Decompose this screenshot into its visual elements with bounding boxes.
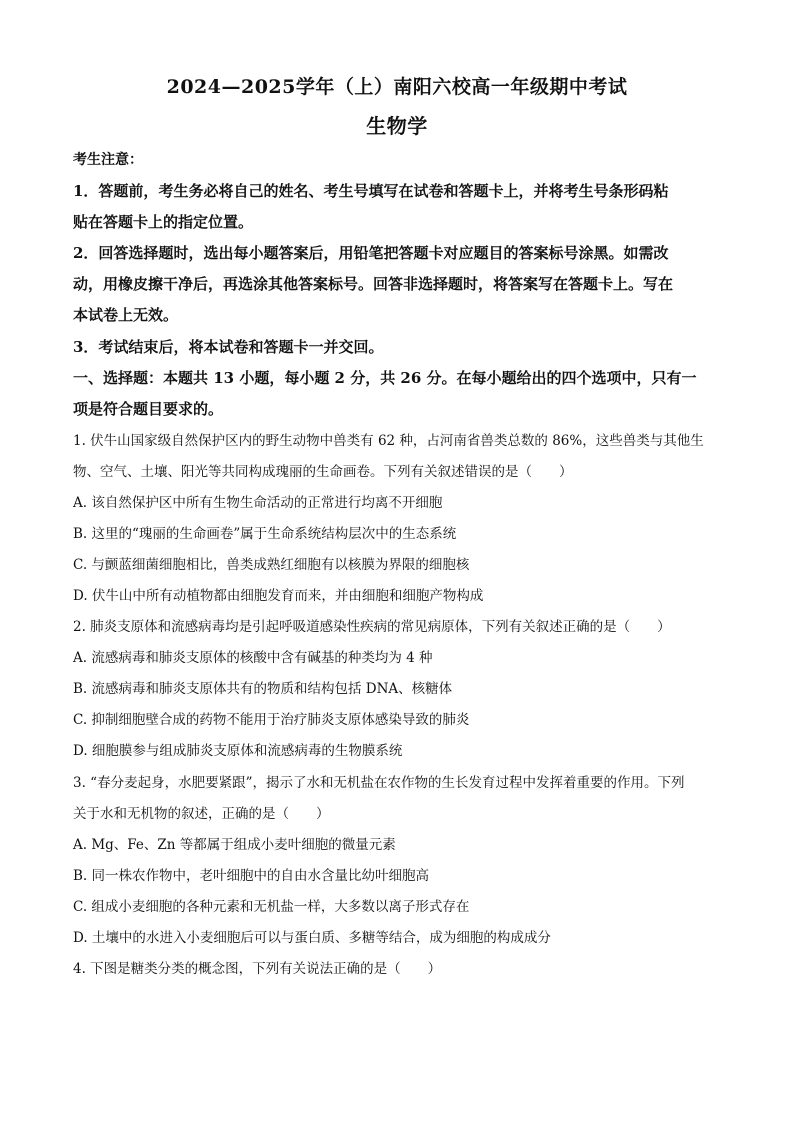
notice-line: 动，用橡皮擦干净后，再选涂其他答案标号。回答非选择题时，将答案写在答题卡上。写在 [73,275,674,293]
question-stem: 1. 伏牛山国家级自然保护区内的野生动物中兽类有 62 种，占河南省兽类总数的 86%，这些兽类与其他生 [73,433,704,449]
question-option: C. 抑制细胞壁合成的药物不能用于治疗肺炎支原体感染导致的肺炎 [73,712,470,728]
question-option: B. 同一株农作物中，老叶细胞中的自由水含量比幼叶细胞高 [73,868,430,884]
question-stem: 3. “春分麦起身，水肥要紧跟”，揭示了水和无机盐在农作物的生长发育过程中发挥着重要的作用。下列 [73,775,685,791]
question-option: C. 与颤蓝细菌细胞相比，兽类成熟红细胞有以核膜为界限的细胞核 [73,557,470,573]
question-option: D. 细胞膜参与组成肺炎支原体和流感病毒的生物膜系统 [73,743,403,759]
exam-title: 2024—2025学年（上）南阳六校高一年级期中考试 [166,76,628,98]
question-option: C. 组成小麦细胞的各种元素和无机盐一样，大多数以离子形式存在 [73,899,470,915]
notice-line: 2．回答选择题时，选出每小题答案后，用铅笔把答题卡对应题目的答案标号涂黑。如需改 [73,244,669,262]
notice-line: 3．考试结束后，将本试卷和答题卡一并交回。 [73,338,384,356]
question-option: A. Mg、Fe、Zn 等都属于组成小麦叶细胞的微量元素 [73,837,396,853]
notice-line: 贴在答题卡上的指定位置。 [73,213,254,231]
question-option: D. 土壤中的水进入小麦细胞后可以与蛋白质、多糖等结合，成为细胞的构成成分 [73,930,551,946]
notice-line: 1．答题前，考生务必将自己的姓名、考生号填写在试卷和答题卡上，并将考生号条形码粘 [73,182,669,200]
section-heading: 项是符合题目要求的。 [73,400,224,418]
question-stem: 2. 肺炎支原体和流感病毒均是引起呼吸道感染性疾病的常见病原体，下列有关叙述正确的是（ ） [73,619,671,635]
question-stem: 4. 下图是糖类分类的概念图，下列有关说法正确的是（ ） [73,961,442,977]
notice-heading: 考生注意： [73,152,143,168]
question-option: B. 这里的“瑰丽的生命画卷”属于生命系统结构层次中的生态系统 [73,526,457,542]
question-option: A. 流感病毒和肺炎支原体的核酸中含有碱基的种类均为 4 种 [73,650,433,666]
question-stem: 物、空气、土壤、阳光等共同构成瑰丽的生命画卷。下列有关叙述错误的是（ ） [73,464,573,480]
question-option: D. 伏牛山中所有动植物都由细胞发育而来，并由细胞和细胞产物构成 [73,588,484,604]
question-stem: 关于水和无机物的叙述，正确的是（ ） [73,806,330,822]
section-heading: 一、选择题：本题共 13 小题，每小题 2 分，共 26 分。在每小题给出的四个选项中，只有一 [73,369,697,387]
question-option: A. 该自然保护区中所有生物生命活动的正常进行均离不开细胞 [73,495,443,511]
subject-title: 生物学 [366,114,428,138]
question-option: B. 流感病毒和肺炎支原体共有的物质和结构包括 DNA、核糖体 [73,681,453,697]
notice-line: 本试卷上无效。 [73,306,179,324]
